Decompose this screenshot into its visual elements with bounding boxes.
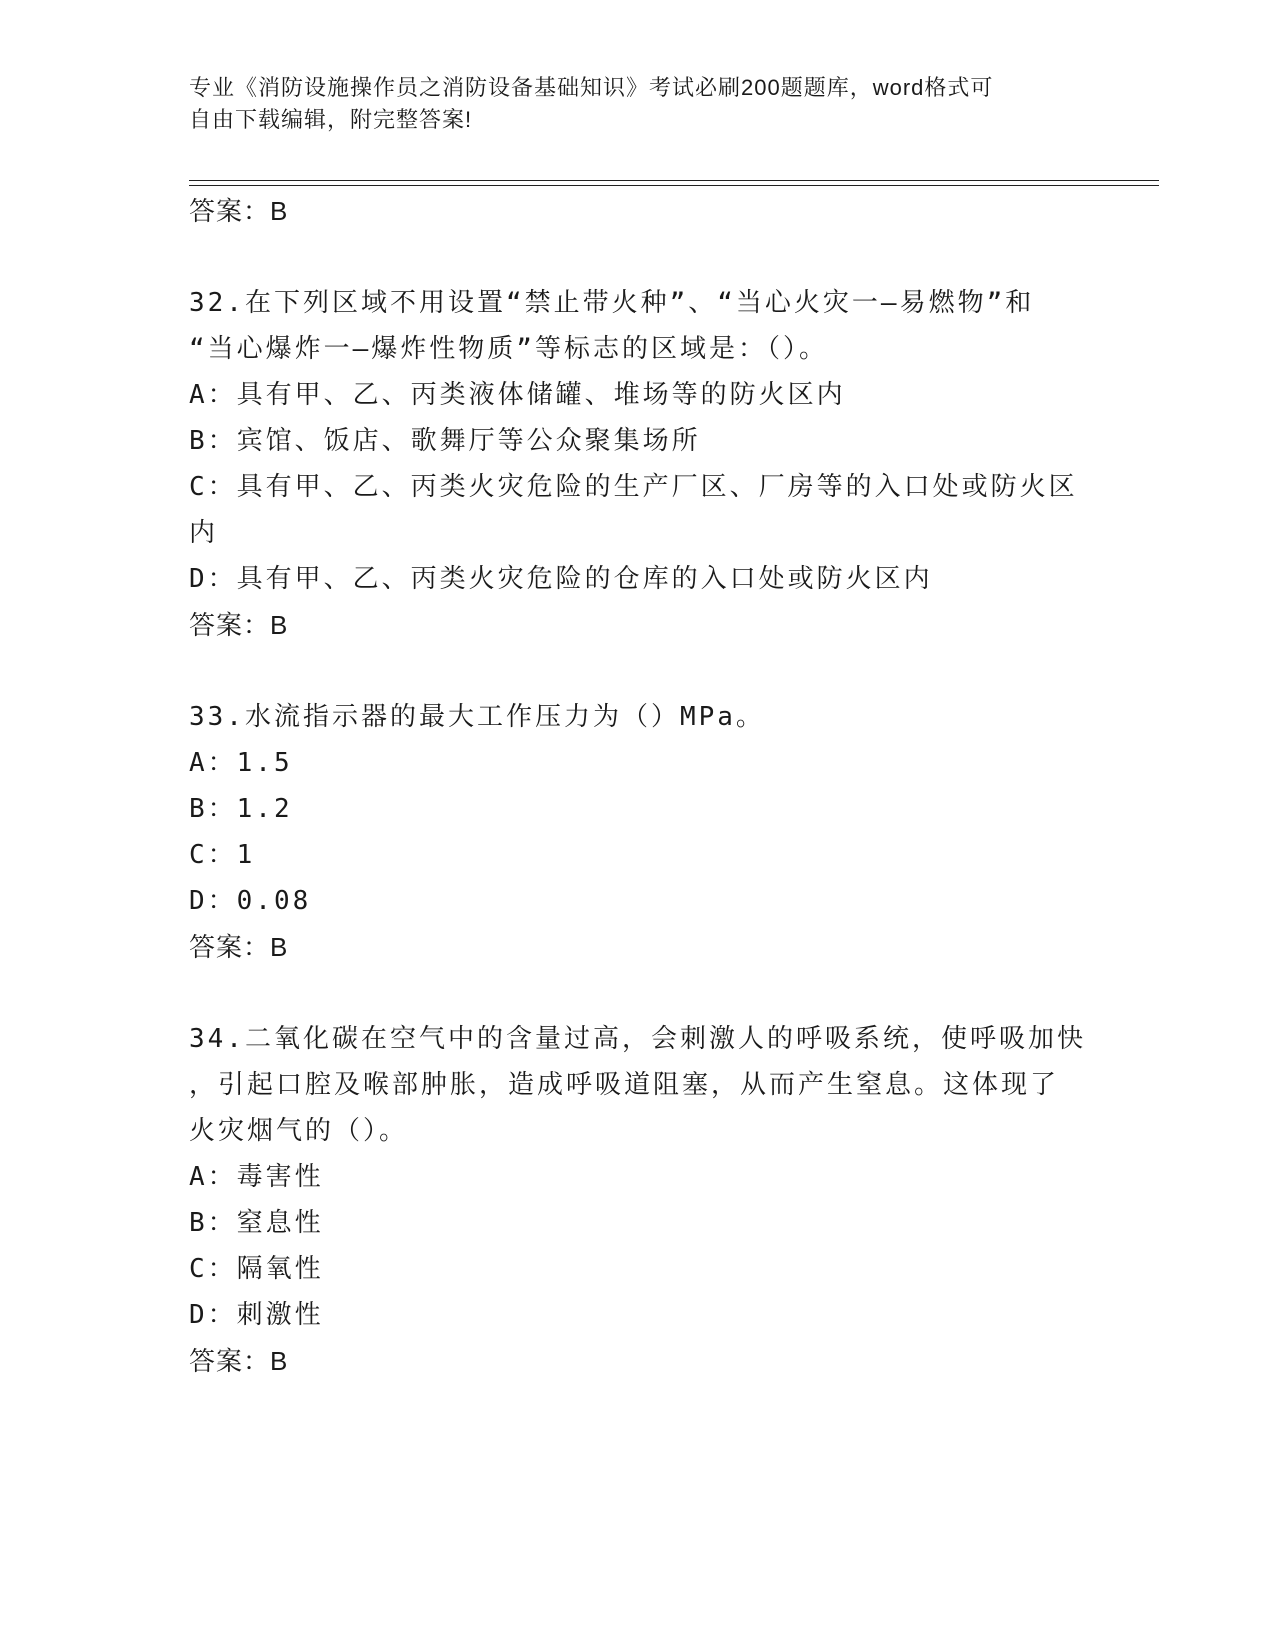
header-line-2: 自由下载编辑，附完整答案!: [189, 107, 473, 132]
question-33: [189, 694, 1089, 970]
spacer: [189, 970, 1089, 1016]
answer: 答案：B: [189, 1346, 289, 1376]
question-stem-line: 火灾烟气的（）。: [189, 1116, 409, 1146]
spacer: [189, 234, 1089, 280]
answer-previous: 答案：B: [189, 196, 289, 226]
header-divider-top: [189, 180, 1159, 181]
option-c-continued: 内: [189, 518, 219, 548]
option-c: C：1: [189, 840, 256, 870]
option-b: B：1.2: [189, 794, 293, 824]
question-list: [189, 188, 1089, 1384]
answer: 答案：B: [189, 610, 289, 640]
option-d: D：具有甲、乙、丙类火灾危险的仓库的入口处或防火区内: [189, 564, 933, 594]
question-stem-line: 34.二氧化碳在空气中的含量过高，会刺激人的呼吸系统，使呼吸加快: [189, 1024, 1086, 1054]
option-b: B：宾馆、饭店、歌舞厅等公众聚集场所: [189, 426, 701, 456]
option-d: D：刺激性: [189, 1300, 324, 1330]
spacer: [189, 648, 1089, 694]
question-stem-line: “当心爆炸一—爆炸性物质”等标志的区域是：（）。: [189, 334, 828, 364]
header-line-1: 专业《消防设施操作员之消防设备基础知识》考试必刷200题题库，word格式可: [189, 75, 994, 100]
option-d: D：0.08: [189, 886, 312, 916]
question-stem-line: ，引起口腔及喉部肿胀，造成呼吸道阻塞，从而产生窒息。这体现了: [189, 1070, 1060, 1100]
page-header: [189, 72, 1089, 136]
option-a: A：1.5: [189, 748, 293, 778]
question-stem-line: 33.水流指示器的最大工作压力为（）MPa。: [189, 702, 765, 732]
option-a: A：毒害性: [189, 1162, 324, 1192]
option-a: A：具有甲、乙、丙类液体储罐、堆场等的防火区内: [189, 380, 846, 410]
question-stem-line: 32.在下列区域不用设置“禁止带火种”、“当心火灾一—易燃物”和: [189, 288, 1035, 318]
option-c: C：具有甲、乙、丙类火灾危险的生产厂区、厂房等的入口处或防火区: [189, 472, 1078, 502]
option-b: B：窒息性: [189, 1208, 324, 1238]
option-c: C：隔氧性: [189, 1254, 324, 1284]
question-34: [189, 1016, 1089, 1384]
header-divider-bottom: [189, 185, 1159, 186]
answer: 答案：B: [189, 932, 289, 962]
question-32: [189, 280, 1089, 648]
